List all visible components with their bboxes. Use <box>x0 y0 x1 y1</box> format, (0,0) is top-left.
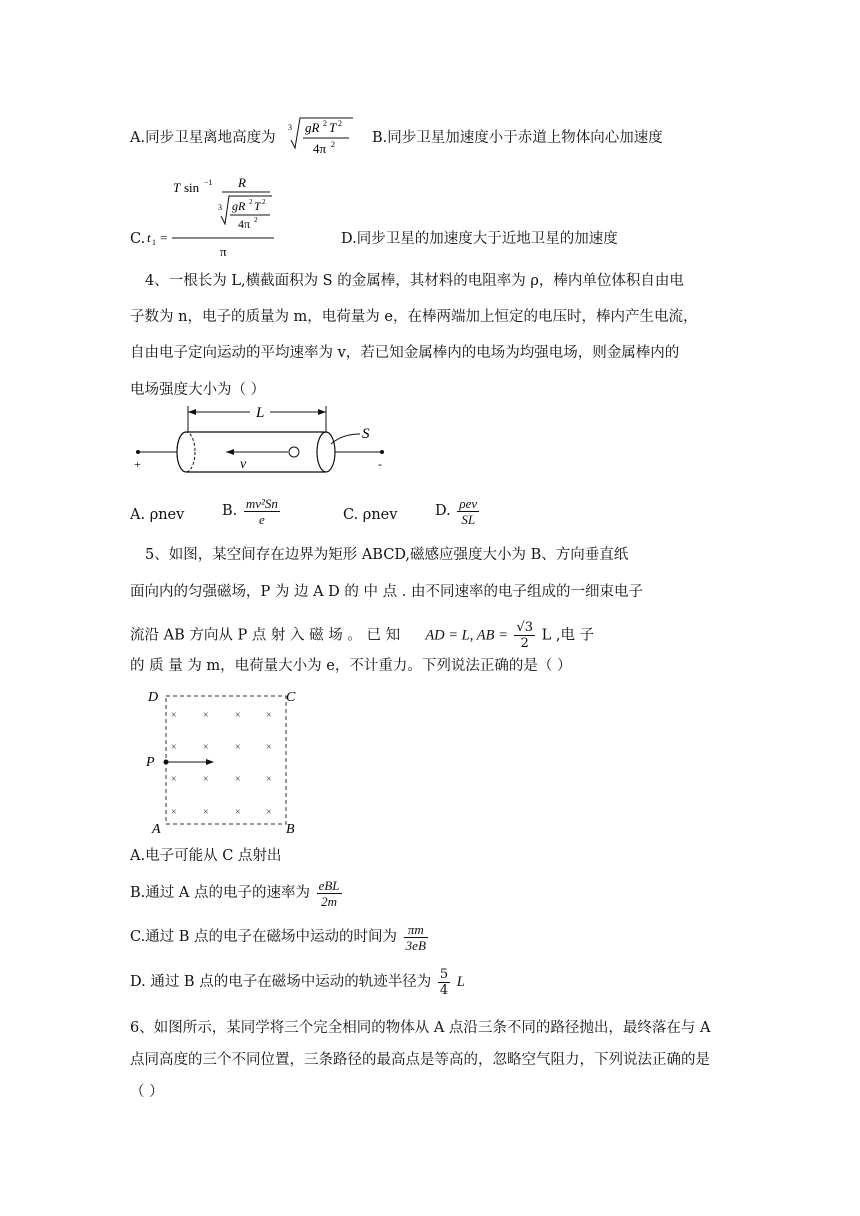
svg-text:×: × <box>171 807 177 818</box>
q6-stem-line-2: 点同高度的三个不同位置，三条路径的最高点是等高的，忽略空气阻力，下列说法正确的是 <box>130 1052 710 1068</box>
q4-metal-rod-figure <box>130 402 400 482</box>
svg-text:3: 3 <box>288 123 292 132</box>
svg-text:T: T <box>173 180 181 195</box>
svg-text:T: T <box>329 120 337 135</box>
label-B: B <box>286 822 295 836</box>
svg-text:gR: gR <box>232 199 246 213</box>
q5-stem-line-4: 的 质 量 为 m，电荷量大小为 e，不计重力。下列说法正确的是（ ） <box>130 658 572 674</box>
svg-text:4π: 4π <box>238 217 251 231</box>
svg-text:×: × <box>203 774 209 785</box>
svg-text:gR: gR <box>305 120 320 135</box>
q4-stem-line-2: 子数为 n，电子的质量为 m，电荷量为 e，在棒两端加上恒定的电压时，棒内产生电流， <box>130 309 698 325</box>
q3-option-c-formula <box>146 172 286 262</box>
svg-text:R: R <box>238 175 246 190</box>
svg-text:π: π <box>220 244 227 259</box>
svg-text:2: 2 <box>323 119 327 128</box>
q3-option-a: A.同步卫星离地高度为 <box>130 130 276 146</box>
q4-option-c: C. ρnev <box>343 507 398 523</box>
svg-text:×: × <box>171 774 177 785</box>
svg-text:T: T <box>254 199 261 213</box>
svg-text:2: 2 <box>338 119 342 128</box>
q5-option-b: B.通过 A 点的电子的速率为 $\frac{\text{eBL}}{2m}$ <box>130 878 340 909</box>
svg-text:=: = <box>160 230 168 245</box>
q5-option-c: C.通过 B 点的电子在磁场中运动的时间为 $\frac{\pi m}{3eB}$ <box>130 922 426 953</box>
label-C: C <box>286 690 296 705</box>
label-plus: + <box>134 457 141 471</box>
svg-text:−1: −1 <box>204 178 213 187</box>
svg-text:2: 2 <box>262 198 266 206</box>
q5-magnetic-field-figure <box>138 684 308 836</box>
q6-stem-line-3: （ ） <box>130 1084 164 1100</box>
svg-text:×: × <box>266 742 272 753</box>
svg-text:1: 1 <box>152 238 156 247</box>
q3-option-c-label: C. <box>130 231 146 247</box>
q5-option-a: A.电子可能从 C 点射出 <box>130 848 282 864</box>
label-D: D <box>148 690 159 705</box>
svg-text:×: × <box>203 710 209 721</box>
svg-text:×: × <box>235 742 241 753</box>
q3-option-d: D.同步卫星的加速度大于近地卫星的加速度 <box>341 231 618 247</box>
svg-text:×: × <box>266 807 272 818</box>
q4-stem-line-4: 电场强度大小为（ ） <box>130 382 266 398</box>
svg-text:×: × <box>235 774 241 785</box>
q5-stem-line-1: 5、如图，某空间存在边界为矩形 ABCD,磁感应强度大小为 B、方向垂直纸 <box>145 547 629 563</box>
label-S: S <box>362 426 370 442</box>
q4-stem-line-3: 自由电子定向运动的平均速率为 v，若已知金属棒内的电场为均强电场，则金属棒内的 <box>130 345 680 361</box>
svg-text:×: × <box>171 742 177 753</box>
svg-text:sin: sin <box>184 180 200 195</box>
q6-stem-line-1: 6、如图所示，某同学将三个完全相同的物体从 A 点沿三条不同的路径抛出，最终落在与 A <box>130 1020 711 1036</box>
q3-option-a-formula <box>287 112 357 162</box>
svg-text:×: × <box>235 807 241 818</box>
svg-text:×: × <box>266 774 272 785</box>
q5-option-d: D. 通过 B 点的电子在磁场中运动的轨迹半径为 $\frac{5}{4}$ L <box>130 967 465 998</box>
q4-option-a: A. ρnev <box>130 507 185 523</box>
svg-text:×: × <box>171 710 177 721</box>
label-A: A <box>152 822 161 836</box>
q3-option-b: B.同步卫星加速度小于赤道上物体向心加速度 <box>372 130 663 146</box>
svg-text:4π: 4π <box>313 141 327 156</box>
svg-text:×: × <box>266 710 272 721</box>
svg-text:2: 2 <box>254 216 258 224</box>
svg-text:2: 2 <box>331 140 335 149</box>
label-P: P <box>146 755 155 770</box>
svg-text:2: 2 <box>249 198 253 206</box>
q5-stem-line-3: 流沿 AB 方向从 P 点 射 入 磁 场 。 已 知 AD = L, AB = $\frac{√3}{2}$ L ,电 子 <box>130 620 595 651</box>
q4-option-b: B. $\frac{\text{mv²Sn}}{e}$ <box>222 496 278 527</box>
svg-text:×: × <box>203 742 209 753</box>
q5-stem-line-2: 面向内的匀强磁场，P 为 边 A D 的 中 点 . 由不同速率的电子组成的一细束电子 <box>130 584 643 600</box>
svg-text:3: 3 <box>218 203 222 212</box>
svg-text:t: t <box>147 230 151 245</box>
svg-text:×: × <box>235 710 241 721</box>
svg-text:×: × <box>203 807 209 818</box>
label-v: v <box>240 457 247 472</box>
label-minus: - <box>378 457 382 471</box>
label-L: L <box>256 405 265 421</box>
q4-stem-line-1: 4、一根长为 L,横截面积为 S 的金属棒，其材料的电阻率为 ρ，棒内单位体积自由电 <box>145 273 684 289</box>
q4-option-d: D. $\frac{\text{ρev}}{SL}$ <box>435 496 478 527</box>
